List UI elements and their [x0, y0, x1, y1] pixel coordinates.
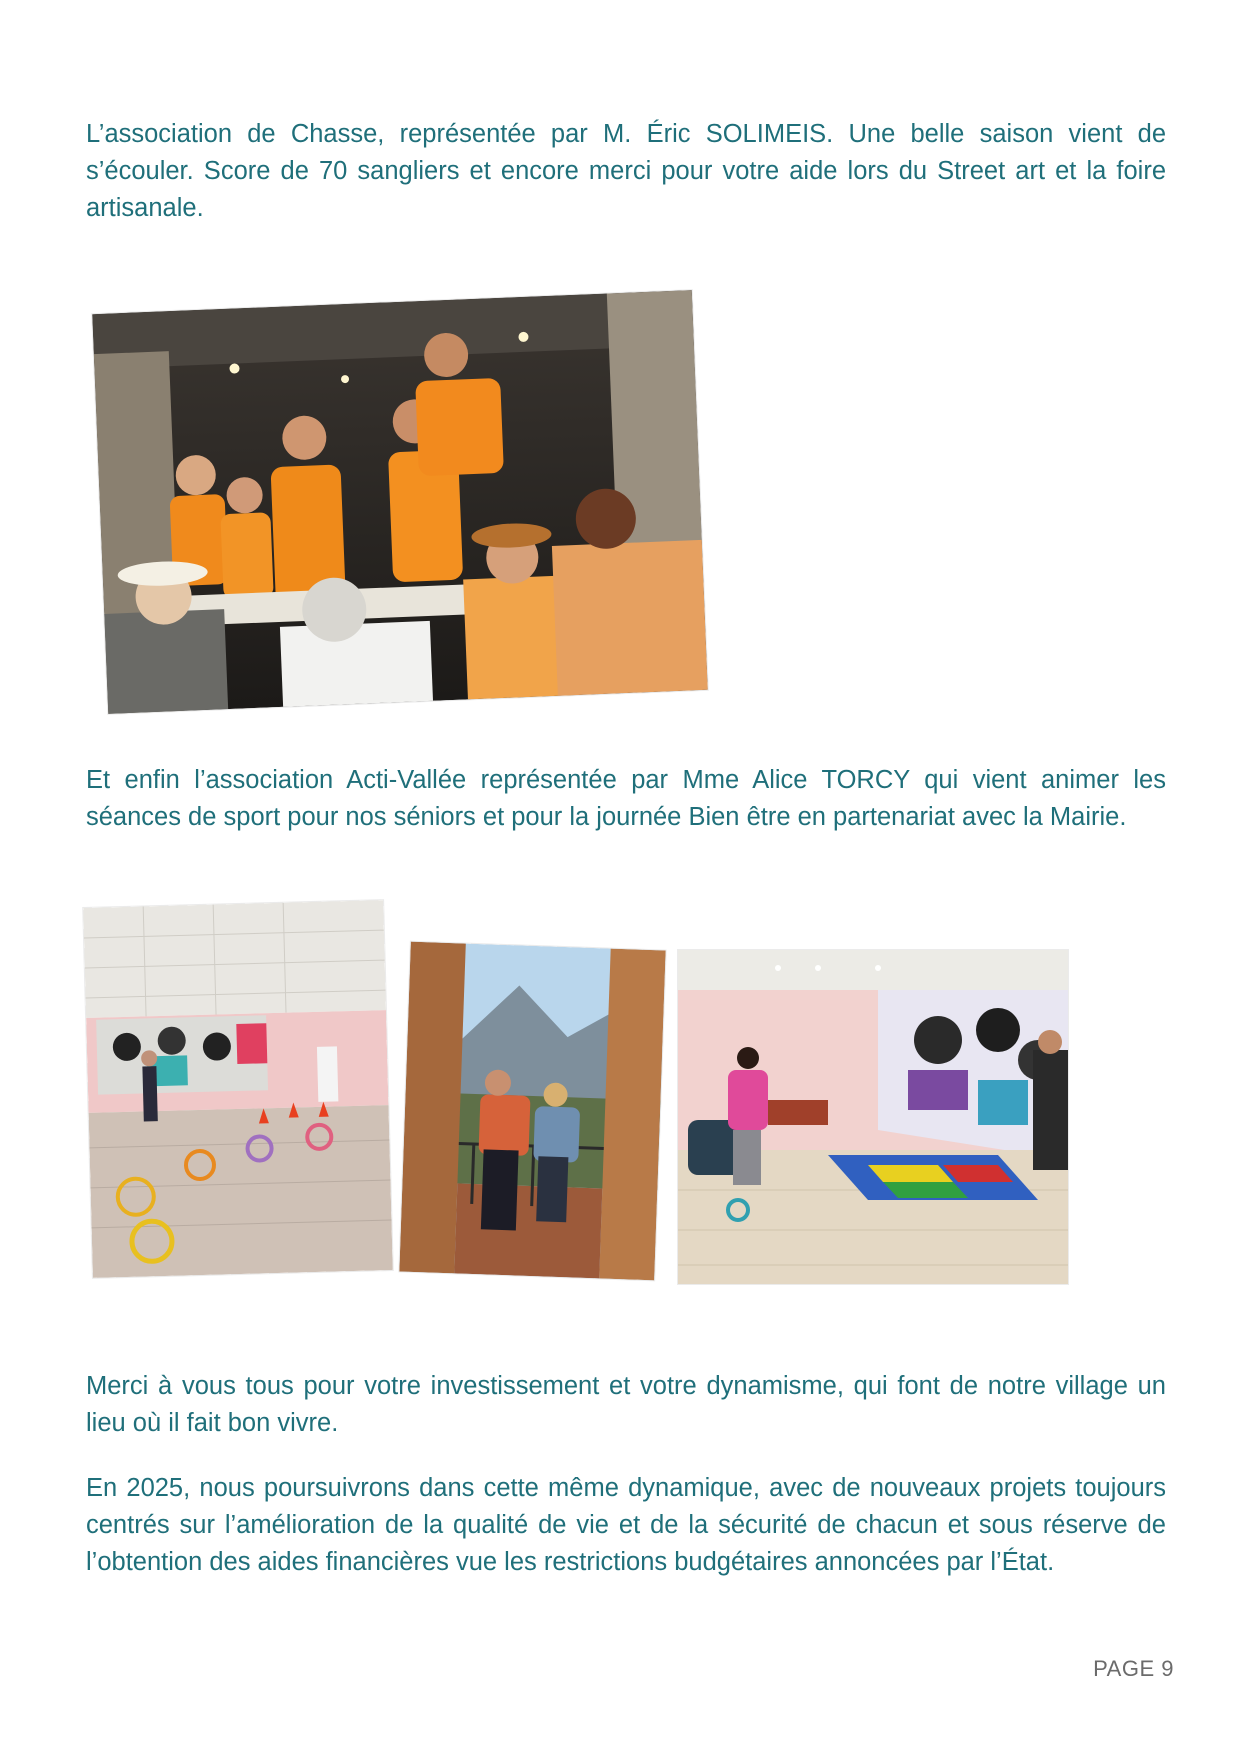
photo-balcony-mountains: [399, 942, 665, 1281]
paragraph-chasse: L’association de Chasse, représentée par M. Éric SOLIMEIS. Une belle saison vient de s’écouler. Score de 70 sangliers et encore merci pour votre aide lors du Street art et la foire artisanale.: [86, 120, 1166, 222]
photo-wellbeing-room: [678, 950, 1068, 1284]
photo-sport-hall: [83, 900, 393, 1278]
paragraph-activallee: Et enfin l’association Acti-Vallée représentée par Mme Alice TORCY qui vient animer les séances de sport pour nos séniors et pour la journée Bien être en partenariat avec la Mairie.: [86, 766, 1166, 831]
paragraph-merci: Merci à vous tous pour votre investissement et votre dynamisme, qui font de notre village un lieu où il fait bon vivre.: [86, 1372, 1166, 1437]
paragraph-avenir: En 2025, nous poursuivrons dans cette même dynamique, avec de nouveaux projets toujours centrés sur l’amélioration de la qualité de vie et de la sécurité de chacun et sous réserve de l’obtention des aides financières vue les restrictions budgétaires annoncées par l’État.: [86, 1474, 1166, 1576]
photo-chasse-event: [92, 290, 708, 714]
page-number: PAGE 9: [1093, 1656, 1174, 1681]
